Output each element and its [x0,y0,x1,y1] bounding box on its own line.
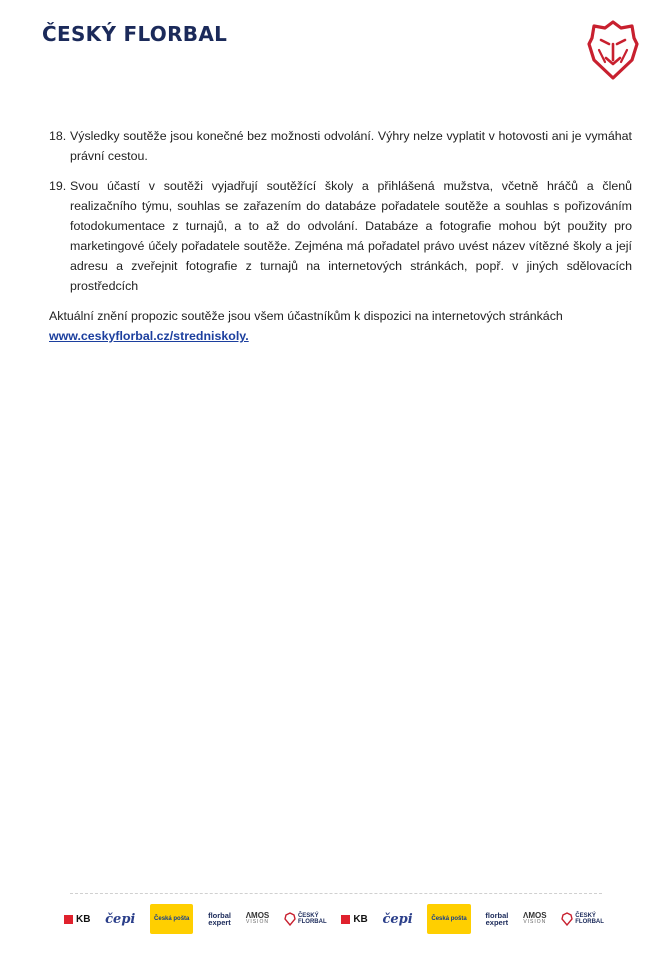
cf-line-1: ČESKÝ [575,913,596,919]
cesky-florbal-logo [561,907,604,931]
closing-paragraph [49,306,632,346]
footer-divider [70,893,602,894]
ceska-posta-logo: Česká pošta [150,904,193,934]
rule-number: 19. [49,179,67,193]
cf-line-2: FLORBAL [575,919,604,925]
rule-item [49,176,632,296]
expert-line-1: florbal [485,911,509,920]
kb-logo [64,907,90,931]
lion-shield-icon [587,20,639,80]
closing-text: Aktuální znění propozic soutěže jsou všem účastníkům k dispozici na internetových stránkách [49,309,563,323]
kb-logo-text: KB [353,913,368,925]
lion-small-icon [284,912,296,926]
cf-line-2: FLORBAL [297,919,327,925]
rule-text: Svou účastí v soutěži vyjadřují soutěžící školy a přihlášená mužstva, včetně hráčů a členů realizačního týmu, souhlas se zařazením do databáze pořadatele soutěže a souhlas s pořizováním fotodokumentace z turnajů, a to až do odvolání. Databáze a fotografie mohou být použity pro marketingové účely pořadatele soutěže. Zejména má pořadatel právo uvést název vítězné školy a její adresu a zveřejnit fotografie z turnajů na internetových stránkách, popř. v jiných sdělovacích prostředcích [70,179,632,293]
cepi-logo: čepi [382,911,413,927]
amos-subtext: VISION [246,919,269,925]
ceska-posta-logo: Česká pošta [427,904,470,934]
document-body [49,126,632,346]
sponsor-bar [64,906,604,932]
florbal-expert-logo [208,907,231,931]
expert-line-1: florbal [208,911,232,920]
expert-line-2: expert [485,918,509,927]
rule-text: Výsledky soutěže jsou konečné bez možnosti odvolání. Výhry nelze vyplatit v hotovosti ani je vymáhat právní cestou. [70,129,632,163]
rule-item [49,126,632,166]
kb-square-icon [64,915,73,924]
amos-subtext: VISION [523,919,547,925]
amos-vision-logo [246,907,270,931]
amos-text: ΛMOS [523,911,547,920]
cesky-florbal-logo [284,907,327,931]
cf-line-1: ČESKÝ [297,913,319,919]
cepi-logo: čepi [105,911,136,927]
expert-line-2: expert [208,918,231,927]
website-link[interactable]: www.ceskyflorbal.cz/stredniskoly. [49,329,249,343]
kb-logo [341,907,367,931]
brand-title: ČESKÝ FLORBAL [42,22,228,46]
lion-small-icon [561,912,573,926]
kb-logo-text: KB [76,913,91,925]
kb-square-icon [341,915,350,924]
amos-text: ΛMOS [245,911,270,920]
amos-vision-logo [523,907,547,931]
rule-number: 18. [49,129,67,143]
florbal-expert-logo [485,907,508,931]
